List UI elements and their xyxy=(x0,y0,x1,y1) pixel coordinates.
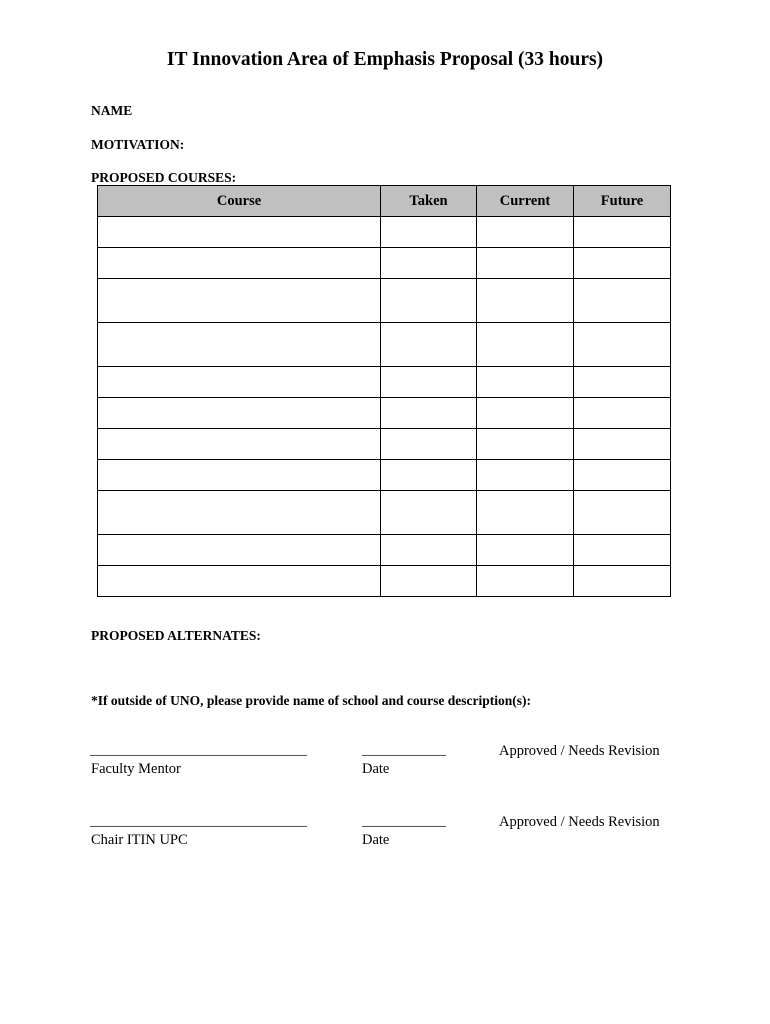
table-row xyxy=(98,248,671,279)
taken-cell[interactable] xyxy=(381,429,477,460)
taken-cell[interactable] xyxy=(381,217,477,248)
course-cell[interactable] xyxy=(98,279,381,323)
table-row xyxy=(98,535,671,566)
future-cell[interactable] xyxy=(574,323,671,367)
faculty-mentor-signature-line[interactable]: _______________________________ xyxy=(90,743,307,758)
faculty-mentor-approval-status: Approved / Needs Revision xyxy=(499,743,660,759)
taken-cell[interactable] xyxy=(381,460,477,491)
course-cell[interactable] xyxy=(98,398,381,429)
future-cell[interactable] xyxy=(574,491,671,535)
chair-signature-line[interactable]: _______________________________ xyxy=(90,814,307,829)
taken-cell[interactable] xyxy=(381,491,477,535)
taken-cell[interactable] xyxy=(381,566,477,597)
current-cell[interactable] xyxy=(477,491,574,535)
table-row xyxy=(98,429,671,460)
proposed-courses-label: PROPOSED COURSES: xyxy=(91,170,237,185)
table-row xyxy=(98,323,671,367)
future-cell[interactable] xyxy=(574,460,671,491)
current-cell[interactable] xyxy=(477,279,574,323)
current-cell[interactable] xyxy=(477,217,574,248)
taken-cell[interactable] xyxy=(381,323,477,367)
taken-cell[interactable] xyxy=(381,398,477,429)
taken-cell[interactable] xyxy=(381,367,477,398)
future-cell[interactable] xyxy=(574,217,671,248)
future-cell[interactable] xyxy=(574,248,671,279)
future-cell[interactable] xyxy=(574,398,671,429)
courses-table xyxy=(97,185,671,597)
table-row xyxy=(98,398,671,429)
table-row xyxy=(98,566,671,597)
proposed-alternates-label: PROPOSED ALTERNATES: xyxy=(91,628,261,643)
future-cell[interactable] xyxy=(574,367,671,398)
table-row xyxy=(98,279,671,323)
document-title: IT Innovation Area of Emphasis Proposal (33 hours) xyxy=(166,49,604,70)
name-label: NAME xyxy=(91,103,133,118)
header-future: Future xyxy=(574,186,671,217)
future-cell[interactable] xyxy=(574,535,671,566)
course-cell[interactable] xyxy=(98,323,381,367)
current-cell[interactable] xyxy=(477,460,574,491)
current-cell[interactable] xyxy=(477,323,574,367)
faculty-mentor-date-label: Date xyxy=(362,761,390,777)
taken-cell[interactable] xyxy=(381,279,477,323)
course-cell[interactable] xyxy=(98,566,381,597)
faculty-mentor-date-line[interactable]: ____________ xyxy=(362,743,446,758)
header-current: Current xyxy=(477,186,574,217)
chair-approval-status: Approved / Needs Revision xyxy=(499,814,660,830)
chair-date-line[interactable]: ____________ xyxy=(362,814,446,829)
current-cell[interactable] xyxy=(477,367,574,398)
current-cell[interactable] xyxy=(477,535,574,566)
table-row xyxy=(98,491,671,535)
course-cell[interactable] xyxy=(98,429,381,460)
chair-label: Chair ITIN UPC xyxy=(91,832,188,848)
course-cell[interactable] xyxy=(98,491,381,535)
table-row xyxy=(98,367,671,398)
header-course: Course xyxy=(98,186,381,217)
courses-table-header-row xyxy=(98,186,671,217)
table-row xyxy=(98,217,671,248)
table-row xyxy=(98,460,671,491)
current-cell[interactable] xyxy=(477,566,574,597)
taken-cell[interactable] xyxy=(381,535,477,566)
faculty-mentor-label: Faculty Mentor xyxy=(91,761,181,777)
current-cell[interactable] xyxy=(477,248,574,279)
future-cell[interactable] xyxy=(574,429,671,460)
current-cell[interactable] xyxy=(477,398,574,429)
outside-uno-note: *If outside of UNO, please provide name of school and course description(s): xyxy=(91,693,531,708)
future-cell[interactable] xyxy=(574,566,671,597)
future-cell[interactable] xyxy=(574,279,671,323)
motivation-label: MOTIVATION: xyxy=(91,137,185,152)
taken-cell[interactable] xyxy=(381,248,477,279)
chair-date-label: Date xyxy=(362,832,390,848)
header-taken: Taken xyxy=(381,186,477,217)
course-cell[interactable] xyxy=(98,217,381,248)
course-cell[interactable] xyxy=(98,460,381,491)
course-cell[interactable] xyxy=(98,535,381,566)
course-cell[interactable] xyxy=(98,367,381,398)
course-cell[interactable] xyxy=(98,248,381,279)
current-cell[interactable] xyxy=(477,429,574,460)
